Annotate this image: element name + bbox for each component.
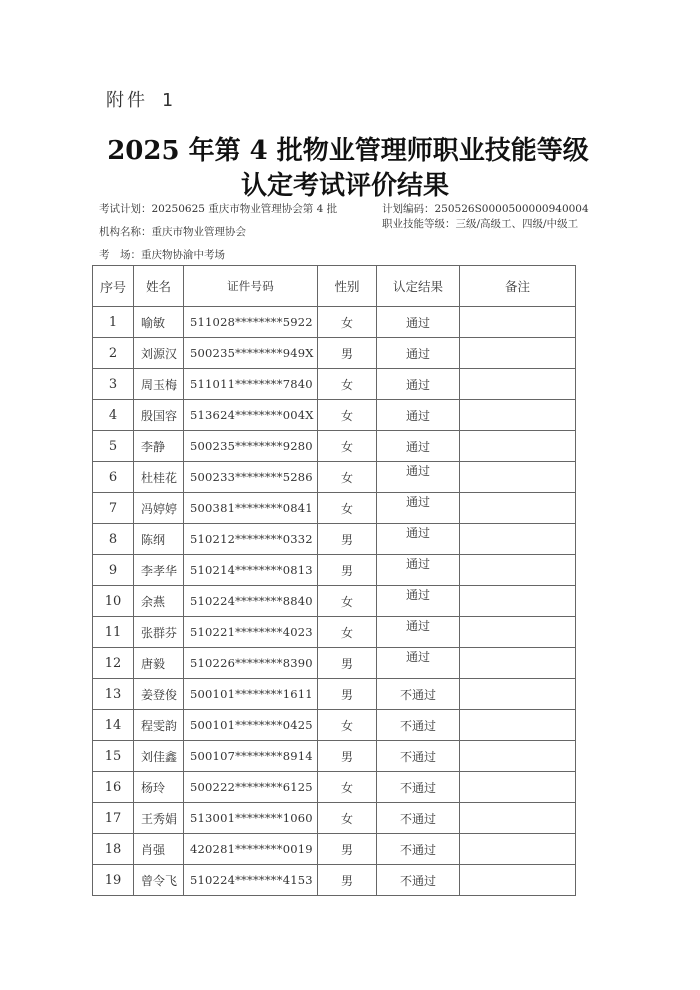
cell-no: 5 bbox=[93, 431, 134, 462]
table-row bbox=[93, 772, 576, 803]
cell-no: 11 bbox=[93, 617, 134, 648]
exam-plan: 考试计划：20250625 重庆市物业管理协会第 4 批 bbox=[99, 203, 338, 215]
cell-no: 17 bbox=[93, 803, 134, 834]
cell-id-number: 500101********1611 bbox=[184, 679, 318, 710]
cell-no: 4 bbox=[93, 400, 134, 431]
cell-name: 姜登俊 bbox=[134, 679, 184, 710]
table-row bbox=[93, 493, 576, 524]
cell-result bbox=[377, 617, 460, 648]
result-text: 通过 bbox=[405, 494, 430, 509]
cell-id-number: 500381********0841 bbox=[184, 493, 318, 524]
cell-result: 通过 bbox=[377, 431, 460, 462]
cell-gender: 男 bbox=[318, 741, 377, 772]
table-row bbox=[93, 586, 576, 617]
cell-no: 9 bbox=[93, 555, 134, 586]
cell-id-number: 510212********0332 bbox=[184, 524, 318, 555]
cell-name: 殷国容 bbox=[134, 400, 184, 431]
cell-gender: 男 bbox=[318, 555, 377, 586]
cell-name: 曾令飞 bbox=[134, 865, 184, 896]
cell-result bbox=[377, 462, 460, 493]
cell-remarks bbox=[460, 710, 576, 741]
cell-gender: 女 bbox=[318, 431, 377, 462]
table-row bbox=[93, 338, 576, 369]
cell-name: 李孝华 bbox=[134, 555, 184, 586]
cell-name: 张群芬 bbox=[134, 617, 184, 648]
attachment-label: 附件 1 bbox=[106, 90, 176, 111]
table-row bbox=[93, 710, 576, 741]
cell-gender: 女 bbox=[318, 462, 377, 493]
cell-result: 不通过 bbox=[377, 803, 460, 834]
cell-no: 16 bbox=[93, 772, 134, 803]
cell-name: 唐毅 bbox=[134, 648, 184, 679]
cell-name: 程雯韵 bbox=[134, 710, 184, 741]
cell-remarks bbox=[460, 772, 576, 803]
cell-id-number: 500235********949X bbox=[184, 338, 318, 369]
table-row bbox=[93, 803, 576, 834]
cell-no: 12 bbox=[93, 648, 134, 679]
cell-id-number: 511028********5922 bbox=[184, 307, 318, 338]
header-name: 姓名 bbox=[134, 266, 184, 307]
cell-remarks bbox=[460, 834, 576, 865]
table-row bbox=[93, 431, 576, 462]
cell-no: 3 bbox=[93, 369, 134, 400]
cell-result: 通过 bbox=[377, 400, 460, 431]
results-table bbox=[92, 265, 576, 896]
exam-venue: 考 场：重庆物协渝中考场 bbox=[99, 249, 225, 261]
cell-result: 不通过 bbox=[377, 772, 460, 803]
org-name: 机构名称：重庆市物业管理协会 bbox=[99, 226, 246, 238]
cell-id-number: 420281********0019 bbox=[184, 834, 318, 865]
cell-gender: 女 bbox=[318, 586, 377, 617]
cell-result bbox=[377, 555, 460, 586]
cell-name: 刘佳鑫 bbox=[134, 741, 184, 772]
cell-remarks bbox=[460, 617, 576, 648]
cell-no: 7 bbox=[93, 493, 134, 524]
skill-level: 职业技能等级：三级/高级工、四级/中级工 bbox=[382, 218, 579, 230]
cell-remarks bbox=[460, 400, 576, 431]
cell-remarks bbox=[460, 865, 576, 896]
cell-remarks bbox=[460, 586, 576, 617]
cell-no: 13 bbox=[93, 679, 134, 710]
cell-remarks bbox=[460, 648, 576, 679]
cell-gender: 女 bbox=[318, 369, 377, 400]
cell-name: 刘源汉 bbox=[134, 338, 184, 369]
cell-id-number: 513624********004X bbox=[184, 400, 318, 431]
cell-name: 李静 bbox=[134, 431, 184, 462]
result-text: 通过 bbox=[405, 618, 430, 633]
cell-name: 余燕 bbox=[134, 586, 184, 617]
cell-result: 不通过 bbox=[377, 710, 460, 741]
table-row bbox=[93, 524, 576, 555]
cell-id-number: 500235********9280 bbox=[184, 431, 318, 462]
table-row bbox=[93, 369, 576, 400]
table-row bbox=[93, 307, 576, 338]
header-result: 认定结果 bbox=[377, 266, 460, 307]
table-row bbox=[93, 400, 576, 431]
header-gender: 性别 bbox=[318, 266, 377, 307]
cell-gender: 女 bbox=[318, 803, 377, 834]
cell-no: 19 bbox=[93, 865, 134, 896]
cell-no: 10 bbox=[93, 586, 134, 617]
cell-remarks bbox=[460, 493, 576, 524]
cell-gender: 女 bbox=[318, 493, 377, 524]
cell-gender: 女 bbox=[318, 307, 377, 338]
cell-remarks bbox=[460, 338, 576, 369]
cell-id-number: 500107********8914 bbox=[184, 741, 318, 772]
header-remarks: 备注 bbox=[460, 266, 576, 307]
cell-remarks bbox=[460, 462, 576, 493]
cell-name: 陈纲 bbox=[134, 524, 184, 555]
table-row bbox=[93, 834, 576, 865]
cell-remarks bbox=[460, 803, 576, 834]
cell-name: 杨玲 bbox=[134, 772, 184, 803]
plan-code: 计划编码：250526S0000500000940004 bbox=[382, 203, 589, 215]
table-header-row bbox=[93, 266, 576, 307]
cell-gender: 男 bbox=[318, 524, 377, 555]
cell-id-number: 510214********0813 bbox=[184, 555, 318, 586]
cell-no: 6 bbox=[93, 462, 134, 493]
cell-remarks bbox=[460, 307, 576, 338]
cell-id-number: 500222********6125 bbox=[184, 772, 318, 803]
cell-result bbox=[377, 524, 460, 555]
cell-gender: 男 bbox=[318, 865, 377, 896]
cell-id-number: 510224********4153 bbox=[184, 865, 318, 896]
cell-id-number: 511011********7840 bbox=[184, 369, 318, 400]
table-row bbox=[93, 679, 576, 710]
cell-no: 15 bbox=[93, 741, 134, 772]
cell-name: 喻敏 bbox=[134, 307, 184, 338]
result-text: 通过 bbox=[405, 525, 430, 540]
cell-no: 14 bbox=[93, 710, 134, 741]
table-row bbox=[93, 741, 576, 772]
cell-no: 1 bbox=[93, 307, 134, 338]
cell-id-number: 510221********4023 bbox=[184, 617, 318, 648]
cell-name: 肖强 bbox=[134, 834, 184, 865]
cell-result bbox=[377, 586, 460, 617]
document-title-line1: 2025 年第 4 批物业管理师职业技能等级 bbox=[107, 136, 589, 166]
table-row bbox=[93, 617, 576, 648]
cell-id-number: 510224********8840 bbox=[184, 586, 318, 617]
cell-id-number: 513001********1060 bbox=[184, 803, 318, 834]
table-row bbox=[93, 555, 576, 586]
cell-name: 王秀娟 bbox=[134, 803, 184, 834]
cell-remarks bbox=[460, 741, 576, 772]
cell-result: 通过 bbox=[377, 369, 460, 400]
cell-gender: 女 bbox=[318, 617, 377, 648]
cell-no: 8 bbox=[93, 524, 134, 555]
cell-gender: 男 bbox=[318, 338, 377, 369]
cell-result: 通过 bbox=[377, 338, 460, 369]
cell-result: 不通过 bbox=[377, 679, 460, 710]
cell-gender: 女 bbox=[318, 772, 377, 803]
cell-remarks bbox=[460, 369, 576, 400]
cell-name: 冯婷婷 bbox=[134, 493, 184, 524]
document-title-line2: 认定考试评价结果 bbox=[240, 171, 449, 201]
cell-result: 不通过 bbox=[377, 865, 460, 896]
table-row bbox=[93, 462, 576, 493]
cell-id-number: 510226********8390 bbox=[184, 648, 318, 679]
cell-remarks bbox=[460, 555, 576, 586]
header-id-number: 证件号码 bbox=[184, 266, 318, 307]
cell-result: 通过 bbox=[377, 307, 460, 338]
cell-gender: 男 bbox=[318, 834, 377, 865]
cell-result: 不通过 bbox=[377, 741, 460, 772]
cell-id-number: 500233********5286 bbox=[184, 462, 318, 493]
cell-remarks bbox=[460, 431, 576, 462]
cell-gender: 女 bbox=[318, 400, 377, 431]
cell-gender: 男 bbox=[318, 648, 377, 679]
cell-name: 杜桂花 bbox=[134, 462, 184, 493]
cell-result bbox=[377, 493, 460, 524]
cell-remarks bbox=[460, 679, 576, 710]
cell-id-number: 500101********0425 bbox=[184, 710, 318, 741]
header-no: 序号 bbox=[93, 266, 134, 307]
table-row bbox=[93, 865, 576, 896]
cell-result bbox=[377, 648, 460, 679]
cell-gender: 男 bbox=[318, 679, 377, 710]
cell-gender: 女 bbox=[318, 710, 377, 741]
cell-no: 2 bbox=[93, 338, 134, 369]
result-text: 通过 bbox=[405, 463, 430, 478]
result-text: 通过 bbox=[405, 649, 430, 664]
cell-name: 周玉梅 bbox=[134, 369, 184, 400]
cell-remarks bbox=[460, 524, 576, 555]
result-text: 通过 bbox=[405, 587, 430, 602]
result-text: 通过 bbox=[405, 556, 430, 571]
cell-no: 18 bbox=[93, 834, 134, 865]
table-row bbox=[93, 648, 576, 679]
cell-result: 不通过 bbox=[377, 834, 460, 865]
